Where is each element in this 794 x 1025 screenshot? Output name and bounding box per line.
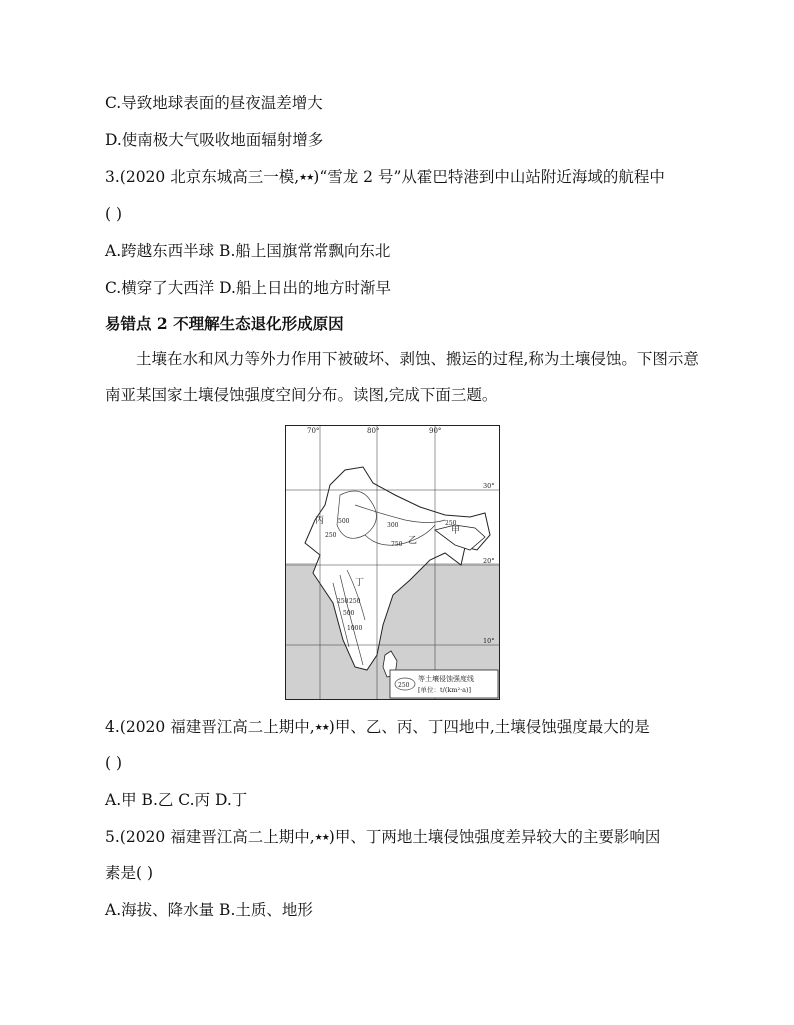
- contour-label: 500: [338, 518, 350, 525]
- q3-answer-paren: ( ): [105, 205, 123, 223]
- q4-stem: )甲、乙、丙、丁四地中,土壤侵蚀强度最大的是: [328, 718, 650, 736]
- legend-sample-value: 250: [398, 682, 410, 689]
- difficulty-stars: ★★: [314, 723, 329, 733]
- region-label-ding: 丁: [355, 578, 365, 588]
- contour-label: 300: [387, 522, 399, 529]
- intro-paragraph: 土壤在水和风力等外力作用下被破坏、剥蚀、搬运的过程,称为土壤侵蚀。下图示意南亚某国家土壤侵蚀强度空间分布。读图,完成下面三题。: [105, 350, 699, 404]
- question-3: [105, 166, 665, 189]
- region-label-jia: 甲: [451, 526, 461, 536]
- region-label-bing: 丙: [315, 516, 325, 526]
- q5-stem: )甲、丁两地土壤侵蚀强度差异较大的主要影响因: [328, 828, 661, 846]
- q4-answer-paren: ( ): [105, 754, 123, 772]
- contour-label: 500: [343, 610, 355, 617]
- line-q2-d: D.使南极大气吸收地面辐射增多: [105, 131, 324, 149]
- question-5: [105, 826, 660, 849]
- q3-stem: )“雪龙 2 号”从霍巴特港到中山站附近海域的航程中: [313, 168, 665, 186]
- difficulty-stars: ★★: [314, 833, 329, 843]
- contour-label: 250: [325, 532, 337, 539]
- q3-options-ab: A.跨越东西半球 B.船上国旗常常飘向东北: [105, 242, 391, 260]
- contour-label: 750: [391, 541, 403, 548]
- q5-options-ab: A.海拔、降水量 B.土质、地形: [105, 901, 313, 919]
- legend-unit: [单位：t/(km²·a)]: [418, 686, 472, 694]
- lat-label: 30°: [483, 482, 495, 490]
- question-4: [105, 716, 650, 739]
- lat-label: 20°: [483, 557, 495, 565]
- difficulty-stars: ★★: [299, 173, 314, 183]
- region-label-yi: 乙: [408, 536, 418, 546]
- lon-label: 90°: [429, 427, 442, 435]
- section-title: 易错点 2 不理解生态退化形成原因: [105, 314, 344, 333]
- q5-source: 5.(2020 福建晋江高二上期中,: [105, 828, 315, 846]
- contour-label: 250: [349, 598, 361, 605]
- line-q2-c: C.导致地球表面的昼夜温差增大: [105, 94, 323, 112]
- q5-stem-continued: 素是( ): [105, 864, 154, 882]
- lon-label: 80°: [367, 427, 380, 435]
- contour-label: 250: [337, 598, 349, 605]
- soil-erosion-map: [285, 425, 500, 700]
- q3-source: 3.(2020 北京东城高三一模,: [105, 168, 300, 186]
- q3-options-cd: C.横穿了大西洋 D.船上日出的地方时渐早: [105, 279, 391, 297]
- legend-title: 等土壤侵蚀强度线: [418, 675, 474, 683]
- lon-label: 70°: [307, 427, 320, 435]
- q4-source: 4.(2020 福建晋江高二上期中,: [105, 718, 315, 736]
- contour-label: 1000: [347, 625, 363, 632]
- lat-label: 10°: [483, 637, 495, 645]
- q4-options: A.甲 B.乙 C.丙 D.丁: [105, 791, 248, 809]
- contour-label: 250: [445, 520, 457, 527]
